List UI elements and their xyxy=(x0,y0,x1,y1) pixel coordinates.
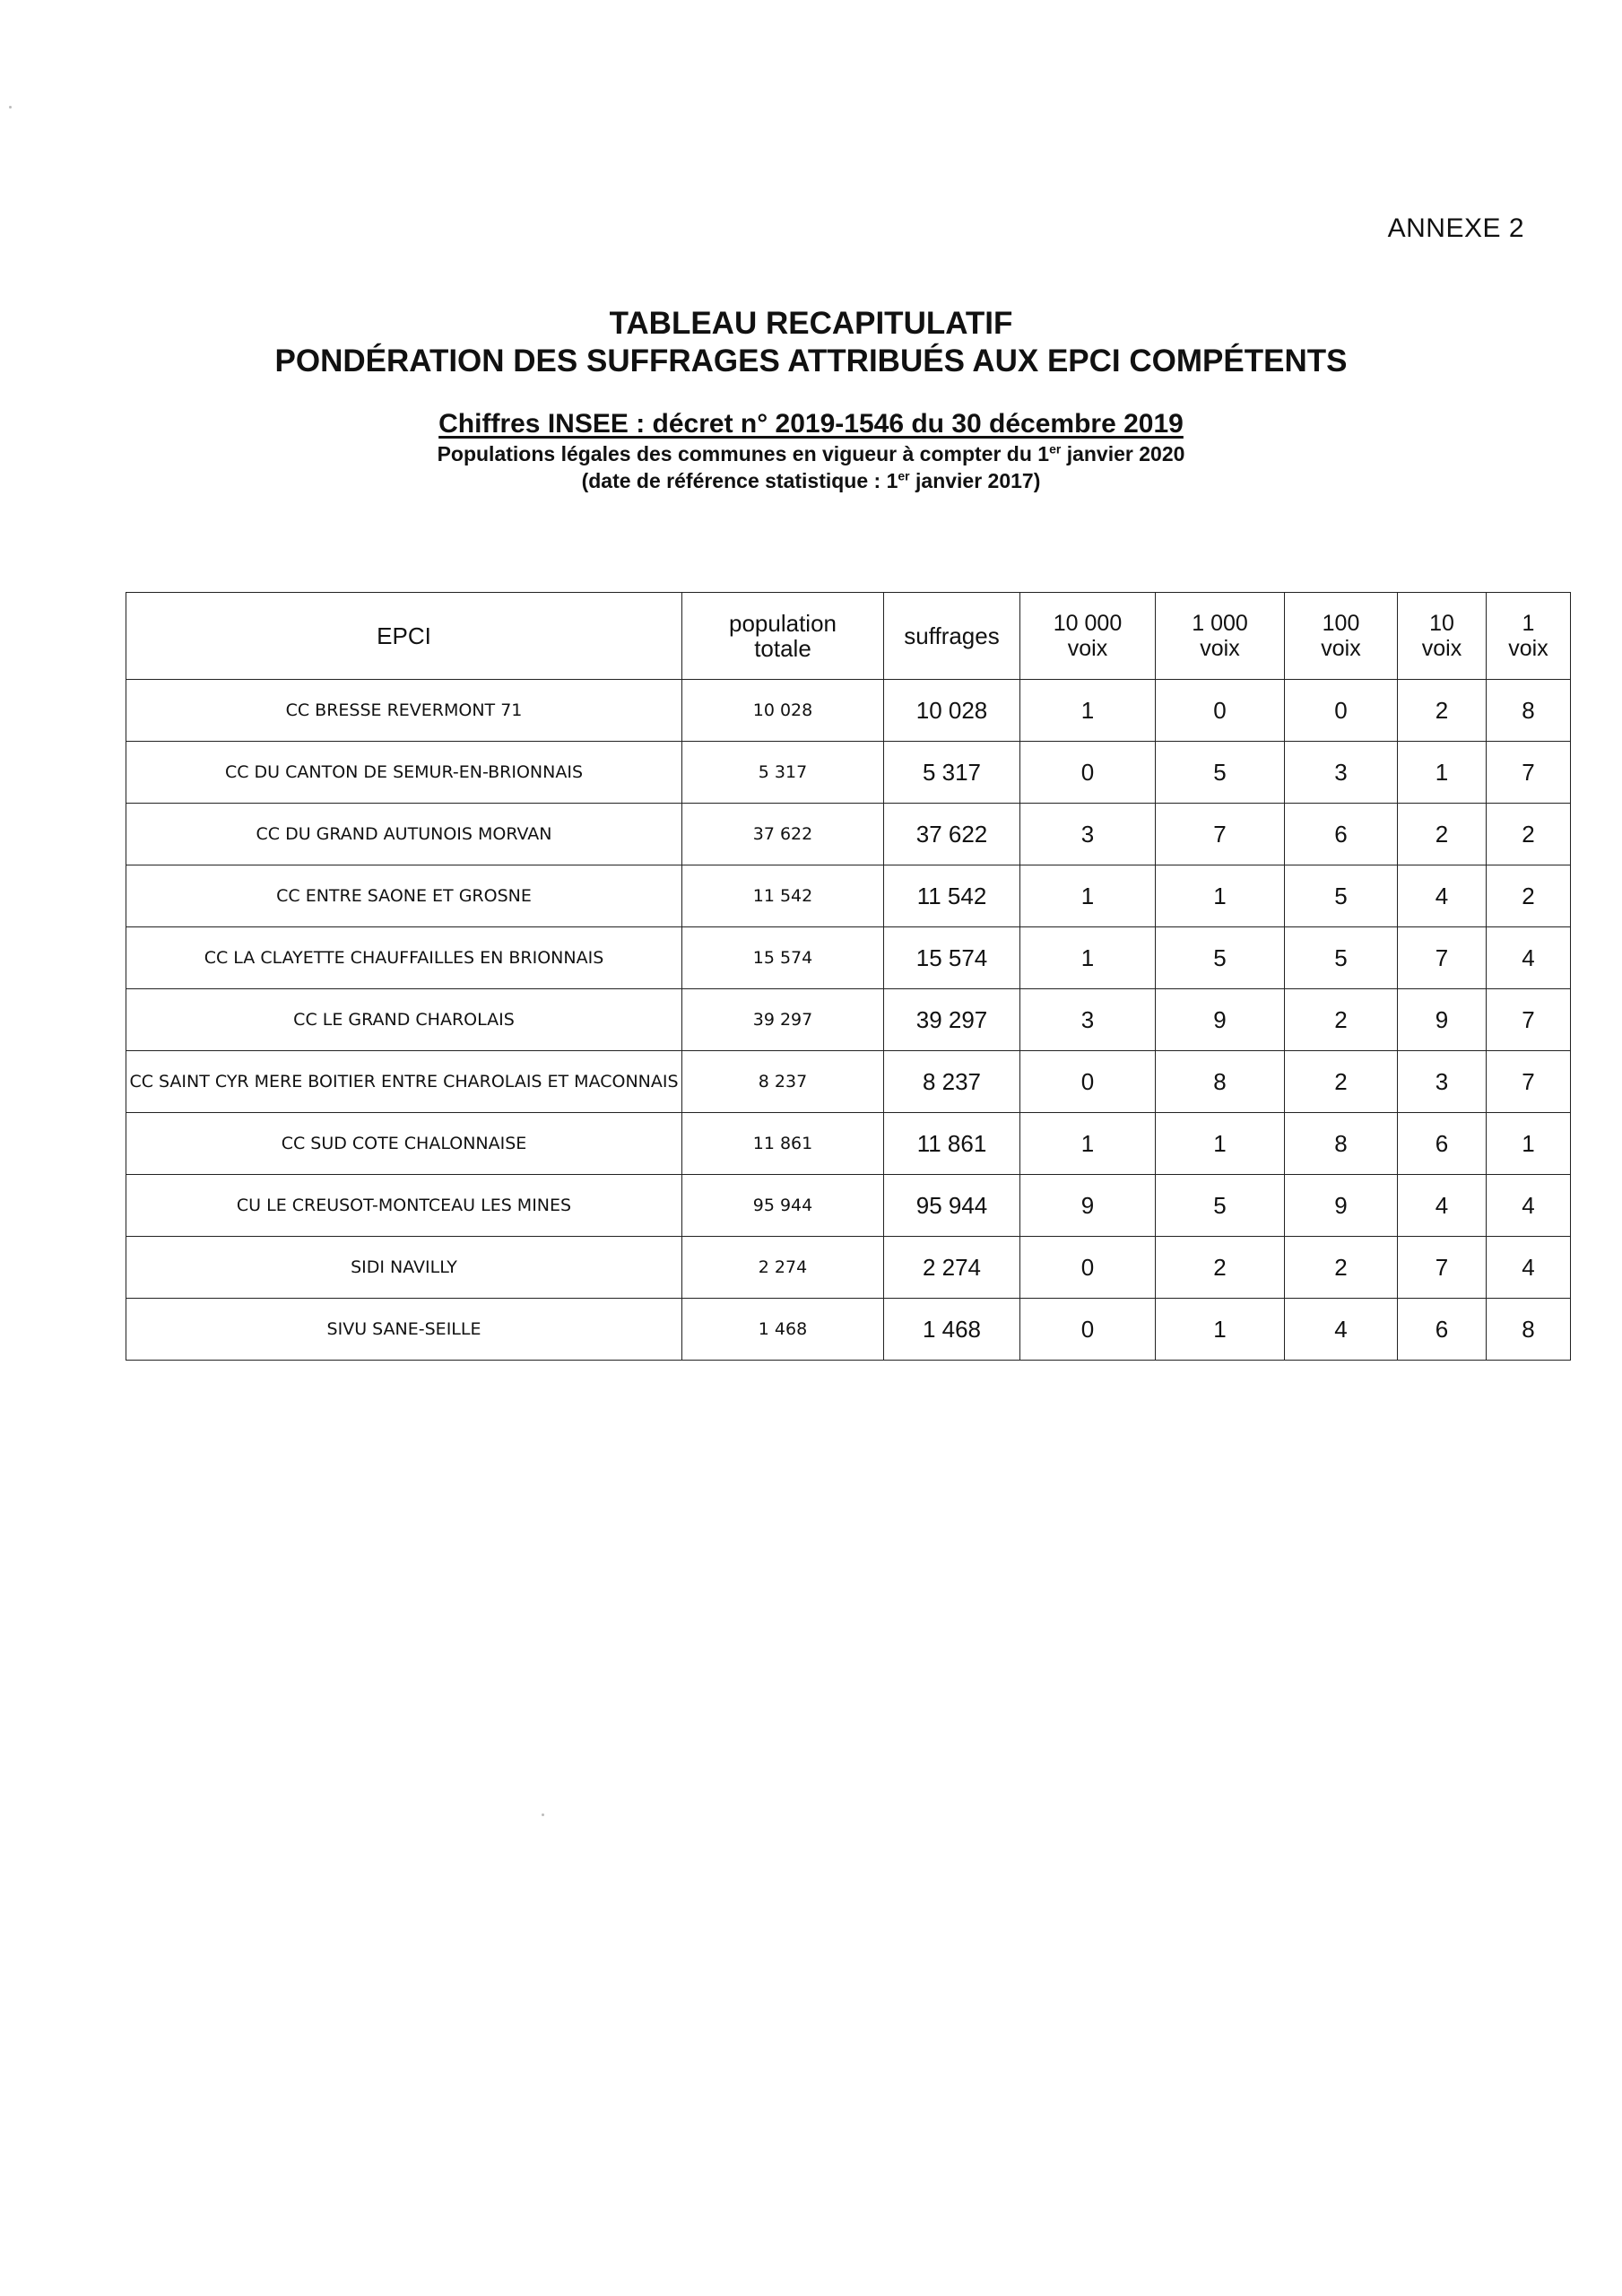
cell-population: 1 468 xyxy=(682,1299,884,1361)
cell-10-voix: 6 xyxy=(1398,1113,1487,1175)
cell-10-voix: 7 xyxy=(1398,927,1487,989)
cell-suffrages: 8 237 xyxy=(884,1051,1020,1113)
source-line-2-tail: janvier 2020 xyxy=(1061,442,1185,465)
table-row xyxy=(126,1113,1571,1175)
header-voix: voix xyxy=(1067,636,1108,661)
cell-population: 10 028 xyxy=(682,680,884,742)
cell-1000-voix: 2 xyxy=(1156,1237,1285,1299)
cell-10-voix: 3 xyxy=(1398,1051,1487,1113)
cell-suffrages: 11 861 xyxy=(884,1113,1020,1175)
table-header-row xyxy=(126,593,1571,680)
cell-1000-voix: 9 xyxy=(1156,989,1285,1051)
cell-100-voix: 8 xyxy=(1285,1113,1398,1175)
cell-1-voix: 7 xyxy=(1487,1051,1571,1113)
cell-10-voix: 7 xyxy=(1398,1237,1487,1299)
cell-population: 37 622 xyxy=(682,804,884,865)
cell-suffrages: 5 317 xyxy=(884,742,1020,804)
cell-1000-voix: 1 xyxy=(1156,1113,1285,1175)
header-voix: voix xyxy=(1508,636,1548,661)
header-voix: voix xyxy=(1421,636,1462,661)
cell-100-voix: 0 xyxy=(1285,680,1398,742)
cell-epci: CC DU GRAND AUTUNOIS MORVAN xyxy=(126,804,682,865)
cell-10000-voix: 1 xyxy=(1020,1113,1156,1175)
source-line-3-sup: er xyxy=(898,468,910,483)
header-epci: EPCI xyxy=(126,593,682,680)
header-voix: voix xyxy=(1321,636,1361,661)
table-row xyxy=(126,927,1571,989)
header-population-line1: population xyxy=(729,610,837,637)
annexe-label: ANNEXE 2 xyxy=(1387,213,1524,243)
cell-1-voix: 7 xyxy=(1487,989,1571,1051)
cell-10-voix: 4 xyxy=(1398,1175,1487,1237)
cell-suffrages: 37 622 xyxy=(884,804,1020,865)
header-1000-voix xyxy=(1156,593,1285,680)
cell-suffrages: 1 468 xyxy=(884,1299,1020,1361)
cell-100-voix: 4 xyxy=(1285,1299,1398,1361)
cell-10000-voix: 0 xyxy=(1020,1299,1156,1361)
title-line-2: PONDÉRATION DES SUFFRAGES ATTRIBUÉS AUX EPCI COMPÉTENTS xyxy=(274,344,1348,378)
cell-10000-voix: 3 xyxy=(1020,804,1156,865)
scan-speck xyxy=(9,106,12,109)
cell-1000-voix: 8 xyxy=(1156,1051,1285,1113)
cell-1-voix: 2 xyxy=(1487,865,1571,927)
cell-10000-voix: 9 xyxy=(1020,1175,1156,1237)
cell-suffrages: 95 944 xyxy=(884,1175,1020,1237)
cell-population: 8 237 xyxy=(682,1051,884,1113)
cell-100-voix: 3 xyxy=(1285,742,1398,804)
cell-100-voix: 9 xyxy=(1285,1175,1398,1237)
source-block xyxy=(0,408,1622,494)
cell-100-voix: 2 xyxy=(1285,1237,1398,1299)
cell-epci: SIVU SANE-SEILLE xyxy=(126,1299,682,1361)
cell-100-voix: 2 xyxy=(1285,989,1398,1051)
cell-epci: CC LE GRAND CHAROLAIS xyxy=(126,989,682,1051)
recap-table xyxy=(126,592,1571,1361)
cell-100-voix: 5 xyxy=(1285,865,1398,927)
cell-1000-voix: 5 xyxy=(1156,742,1285,804)
cell-1-voix: 8 xyxy=(1487,680,1571,742)
cell-1000-voix: 1 xyxy=(1156,1299,1285,1361)
cell-suffrages: 11 542 xyxy=(884,865,1020,927)
table-row xyxy=(126,680,1571,742)
cell-epci: CC LA CLAYETTE CHAUFFAILLES EN BRIONNAIS xyxy=(126,927,682,989)
cell-10000-voix: 0 xyxy=(1020,1237,1156,1299)
cell-epci: CU LE CREUSOT-MONTCEAU LES MINES xyxy=(126,1175,682,1237)
source-heading: Chiffres INSEE : décret n° 2019-1546 du 30 décembre 2019 xyxy=(438,409,1184,439)
cell-1000-voix: 5 xyxy=(1156,1175,1285,1237)
header-10-voix xyxy=(1398,593,1487,680)
scan-speck xyxy=(542,1813,544,1816)
table-row xyxy=(126,1051,1571,1113)
cell-1-voix: 4 xyxy=(1487,1175,1571,1237)
cell-1000-voix: 7 xyxy=(1156,804,1285,865)
cell-1-voix: 8 xyxy=(1487,1299,1571,1361)
cell-population: 5 317 xyxy=(682,742,884,804)
cell-1-voix: 1 xyxy=(1487,1113,1571,1175)
table-row xyxy=(126,989,1571,1051)
cell-100-voix: 5 xyxy=(1285,927,1398,989)
cell-suffrages: 2 274 xyxy=(884,1237,1020,1299)
table-row xyxy=(126,1299,1571,1361)
cell-epci: SIDI NAVILLY xyxy=(126,1237,682,1299)
source-line-2-sup: er xyxy=(1049,441,1062,457)
cell-100-voix: 2 xyxy=(1285,1051,1398,1113)
header-1000: 1 000 xyxy=(1192,611,1248,636)
cell-1000-voix: 1 xyxy=(1156,865,1285,927)
cell-10000-voix: 0 xyxy=(1020,1051,1156,1113)
cell-population: 11 861 xyxy=(682,1113,884,1175)
table-row xyxy=(126,1175,1571,1237)
cell-10-voix: 2 xyxy=(1398,804,1487,865)
cell-10000-voix: 1 xyxy=(1020,927,1156,989)
cell-epci: CC SUD COTE CHALONNAISE xyxy=(126,1113,682,1175)
cell-10000-voix: 0 xyxy=(1020,742,1156,804)
header-100: 100 xyxy=(1322,611,1360,636)
header-10: 10 xyxy=(1429,611,1454,636)
header-10000-voix xyxy=(1020,593,1156,680)
cell-epci: CC DU CANTON DE SEMUR-EN-BRIONNAIS xyxy=(126,742,682,804)
header-10000: 10 000 xyxy=(1053,611,1123,636)
source-line-2-text: Populations légales des communes en vigueur à compter du 1 xyxy=(437,442,1050,465)
cell-population: 95 944 xyxy=(682,1175,884,1237)
cell-1000-voix: 5 xyxy=(1156,927,1285,989)
table-body xyxy=(126,680,1571,1361)
cell-10000-voix: 3 xyxy=(1020,989,1156,1051)
source-line-2 xyxy=(0,440,1622,467)
cell-10-voix: 9 xyxy=(1398,989,1487,1051)
cell-1-voix: 7 xyxy=(1487,742,1571,804)
header-100-voix xyxy=(1285,593,1398,680)
cell-suffrages: 39 297 xyxy=(884,989,1020,1051)
table-row xyxy=(126,865,1571,927)
header-1-voix xyxy=(1487,593,1571,680)
cell-epci: CC SAINT CYR MERE BOITIER ENTRE CHAROLAIS ET MACONNAIS xyxy=(126,1051,682,1113)
document-title xyxy=(0,305,1622,380)
cell-1-voix: 4 xyxy=(1487,927,1571,989)
cell-10000-voix: 1 xyxy=(1020,680,1156,742)
source-line-3 xyxy=(0,467,1622,494)
source-line-3-text: (date de référence statistique : 1 xyxy=(581,469,898,492)
cell-1000-voix: 0 xyxy=(1156,680,1285,742)
header-1: 1 xyxy=(1522,611,1535,636)
cell-10-voix: 2 xyxy=(1398,680,1487,742)
header-voix: voix xyxy=(1200,636,1240,661)
cell-population: 2 274 xyxy=(682,1237,884,1299)
cell-10-voix: 6 xyxy=(1398,1299,1487,1361)
cell-epci: CC BRESSE REVERMONT 71 xyxy=(126,680,682,742)
cell-1-voix: 2 xyxy=(1487,804,1571,865)
cell-population: 11 542 xyxy=(682,865,884,927)
source-line-3-tail: janvier 2017) xyxy=(909,469,1041,492)
cell-1-voix: 4 xyxy=(1487,1237,1571,1299)
cell-epci: CC ENTRE SAONE ET GROSNE xyxy=(126,865,682,927)
table-row xyxy=(126,742,1571,804)
cell-10-voix: 1 xyxy=(1398,742,1487,804)
cell-100-voix: 6 xyxy=(1285,804,1398,865)
header-population xyxy=(682,593,884,680)
cell-population: 15 574 xyxy=(682,927,884,989)
cell-suffrages: 10 028 xyxy=(884,680,1020,742)
table-row xyxy=(126,804,1571,865)
header-population-line2: totale xyxy=(754,635,811,662)
cell-population: 39 297 xyxy=(682,989,884,1051)
cell-10000-voix: 1 xyxy=(1020,865,1156,927)
cell-suffrages: 15 574 xyxy=(884,927,1020,989)
cell-10-voix: 4 xyxy=(1398,865,1487,927)
header-suffrages: suffrages xyxy=(884,593,1020,680)
table-row xyxy=(126,1237,1571,1299)
title-line-1: TABLEAU RECAPITULATIF xyxy=(609,306,1013,341)
